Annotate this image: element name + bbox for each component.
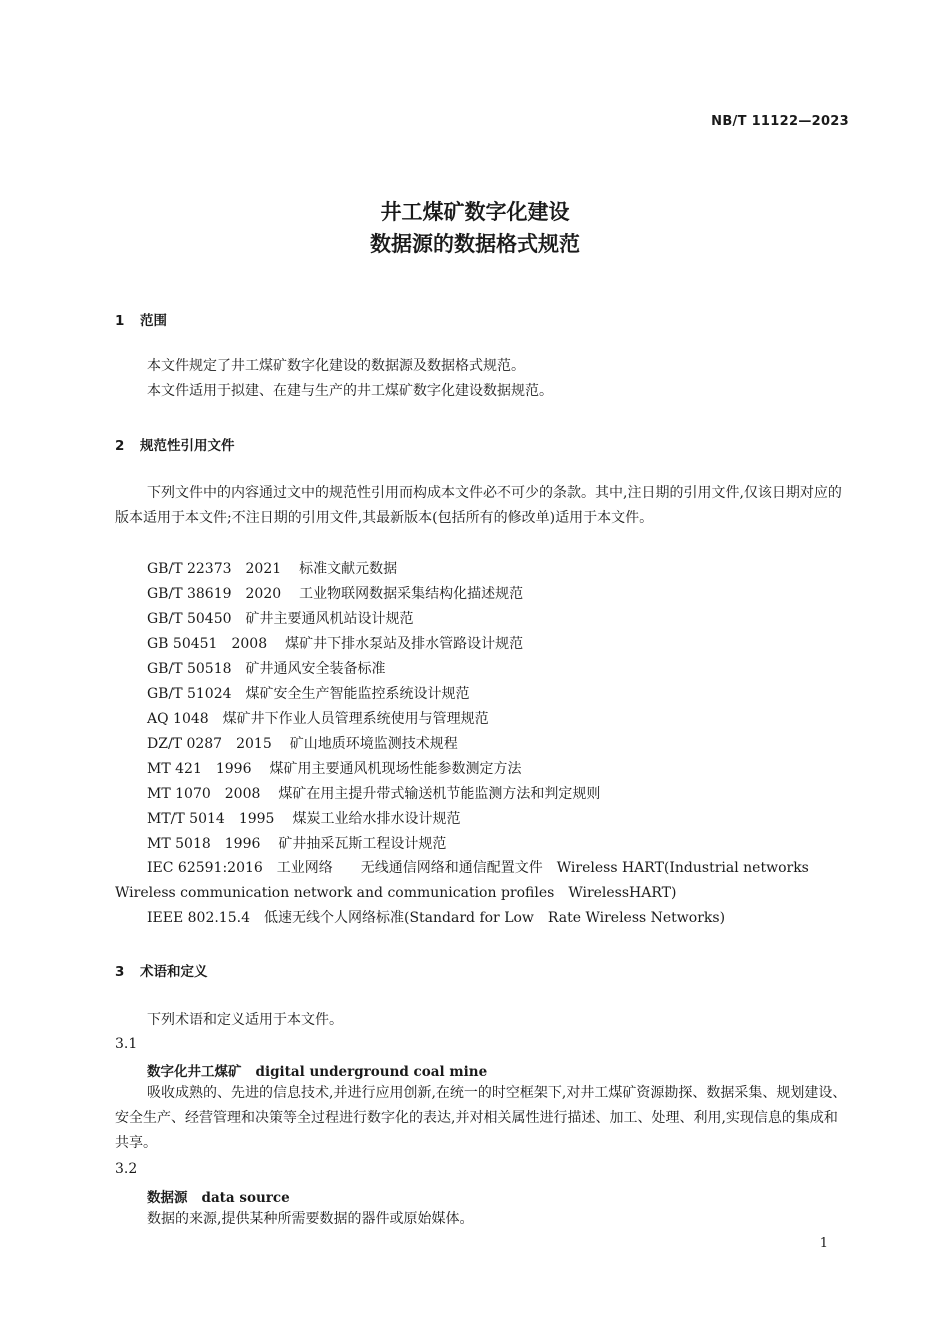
reference-title: 矿井主要通风机站设计规范 (245, 611, 414, 627)
reference-title: 矿山地质环境监测技术规程 (289, 736, 458, 752)
reference-code: GB/T 51024 (147, 686, 232, 702)
reference-iec: IEC 62591:2016 工业网络 无线通信网络和通信配置文件 Wireless HART(Industrial networks Wireless communication network and communication profiles WirelessHART) (115, 860, 823, 901)
section-title: 规范性引用文件 (140, 438, 235, 454)
reference-item (147, 757, 522, 782)
section-1-paragraph-2: 本文件适用于拟建、在建与生产的井工煤矿数字化建设数据规范。 (147, 383, 553, 399)
reference-item (147, 682, 470, 707)
reference-year: 1996 (215, 761, 252, 777)
section-number: 3 (115, 964, 125, 980)
reference-year: 1996 (224, 836, 261, 852)
section-title: 范围 (140, 313, 167, 329)
reference-code: GB/T 50450 (147, 611, 232, 627)
reference-code: AQ 1048 (147, 711, 209, 727)
term-zh: 数据源 (147, 1190, 188, 1206)
reference-title: 煤矿在用主提升带式输送机节能监测方法和判定规则 (278, 786, 601, 802)
reference-item (147, 807, 460, 832)
reference-item (147, 607, 414, 632)
title-line-1: 井工煤矿数字化建设 (380, 200, 570, 224)
section-number: 1 (115, 313, 125, 329)
reference-item (147, 657, 386, 682)
reference-item (147, 732, 458, 757)
reference-year: 2008 (231, 636, 268, 652)
reference-ieee: IEEE 802.15.4 低速无线个人网络标准(Standard for Low Rate Wireless Networks) (147, 910, 726, 926)
reference-item (147, 557, 397, 582)
reference-title: 煤矿井下排水泵站及排水管路设计规范 (285, 636, 524, 652)
reference-year: 1995 (238, 811, 275, 827)
reference-year: 2008 (224, 786, 261, 802)
section-2-intro: 下列文件中的内容通过文中的规范性引用而构成本文件必不可少的条款。其中,注日期的引用文件,仅该日期对应的版本适用于本文件;不注日期的引用文件,其最新版本(包括所有的修改单)适用于本文件。 (115, 485, 842, 526)
reference-title: 工业物联网数据采集结构化描述规范 (299, 586, 524, 602)
standard-code: NB/T 11122—2023 (711, 114, 849, 129)
reference-code: GB/T 38619 (147, 586, 232, 602)
page-number: 1 (819, 1236, 828, 1251)
reference-code: MT 1070 (147, 786, 211, 802)
term-definition: 吸收成熟的、先进的信息技术,并进行应用创新,在统一的时空框架下,对井工煤矿资源勘探、数据采集、规划建设、安全生产、经营管理和决策等全过程进行数字化的表达,并对相关属性进行描述、加工、处理、利用,实现信息的集成和共享。 (115, 1085, 847, 1151)
reference-title: 矿井抽采瓦斯工程设计规范 (278, 836, 447, 852)
reference-code: MT 5018 (147, 836, 211, 852)
term-en: digital underground coal mine (255, 1064, 488, 1080)
reference-title: 矿井通风安全装备标准 (245, 661, 386, 677)
reference-code: GB/T 50518 (147, 661, 232, 677)
reference-code: GB 50451 (147, 636, 218, 652)
term-zh: 数字化井工煤矿 (147, 1064, 242, 1080)
reference-title: 煤矿用主要通风机现场性能参数测定方法 (269, 761, 522, 777)
reference-title: 煤矿安全生产智能监控系统设计规范 (245, 686, 470, 702)
term-en: data source (201, 1190, 290, 1206)
term-heading (147, 1060, 487, 1080)
reference-code: DZ/T 0287 (147, 736, 223, 752)
reference-item (147, 707, 489, 732)
term-definition: 数据的来源,提供某种所需要数据的器件或原始媒体。 (147, 1211, 474, 1227)
reference-item (147, 582, 523, 607)
reference-year: 2020 (245, 586, 282, 602)
reference-title: 标准文献元数据 (299, 561, 398, 577)
section-1-heading (115, 309, 167, 329)
reference-item (147, 782, 600, 807)
section-3-heading (115, 960, 208, 980)
reference-code: MT/T 5014 (147, 811, 225, 827)
section-number: 2 (115, 438, 125, 454)
reference-code: MT 421 (147, 761, 202, 777)
section-2-heading (115, 434, 235, 454)
section-3-intro: 下列术语和定义适用于本文件。 (147, 1012, 343, 1028)
section-1-paragraph-1: 本文件规定了井工煤矿数字化建设的数据源及数据格式规范。 (147, 358, 525, 374)
term-number: 3.1 (115, 1036, 138, 1052)
reference-title: 煤炭工业给水排水设计规范 (292, 811, 461, 827)
reference-title: 煤矿井下作业人员管理系统使用与管理规范 (222, 711, 489, 727)
term-number: 3.2 (115, 1161, 138, 1177)
term-heading (147, 1186, 290, 1206)
reference-item (147, 632, 523, 657)
reference-item (147, 832, 446, 857)
section-title: 术语和定义 (140, 964, 208, 980)
title-line-2: 数据源的数据格式规范 (370, 232, 580, 256)
reference-code: GB/T 22373 (147, 561, 232, 577)
reference-year: 2015 (236, 736, 272, 752)
reference-year: 2021 (245, 561, 282, 577)
document-title (0, 196, 950, 260)
